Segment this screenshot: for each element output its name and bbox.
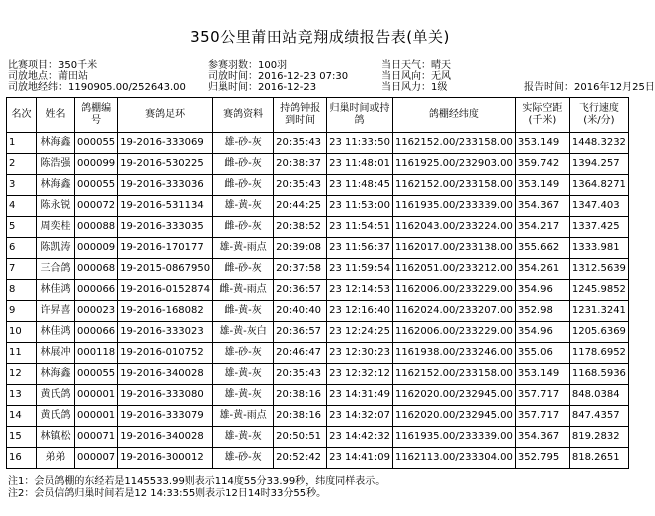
speed-cell: 819.2832 (569, 427, 628, 448)
pigeon-info-cell: 雄-黄-灰白 (213, 322, 274, 343)
clock-time-cell: 20:46:47 (274, 343, 327, 364)
speed-cell: 1394.257 (569, 154, 628, 175)
pigeon-info-cell: 雄-黄-灰 (213, 427, 274, 448)
header-rank: 名次 (7, 98, 37, 133)
name-cell: 陈永锐 (37, 196, 75, 217)
loft-id-cell: 000055 (75, 175, 118, 196)
distance-cell: 353.149 (515, 364, 569, 385)
ring-cell: 19-2016-333023 (118, 322, 213, 343)
distance-cell: 353.149 (515, 133, 569, 154)
distance-cell: 352.98 (515, 301, 569, 322)
return-time-cell: 23 12:16:40 (327, 301, 393, 322)
return-time-cell: 23 11:54:51 (327, 217, 393, 238)
clock-time-cell: 20:40:40 (274, 301, 327, 322)
rank-cell: 12 (7, 364, 37, 385)
rank-cell: 9 (7, 301, 37, 322)
table-row (7, 427, 629, 448)
name-cell: 三合鸽 (37, 259, 75, 280)
return-time-cell: 23 12:32:12 (327, 364, 393, 385)
pigeon-info-cell: 雌-砂-灰 (213, 175, 274, 196)
header-coords: 鸽棚经纬度 (392, 98, 515, 133)
return-time-cell: 23 11:33:50 (327, 133, 393, 154)
coords-cell: 1162152.00/233158.00 (392, 133, 515, 154)
loft-id-cell: 000072 (75, 196, 118, 217)
coords-cell: 1162113.00/233304.00 (392, 448, 515, 469)
distance-cell: 354.367 (515, 427, 569, 448)
pigeon-info-cell: 雄-砂-灰 (213, 133, 274, 154)
name-cell: 林佳鸿 (37, 322, 75, 343)
pigeon-info-cell: 雌-黄-灰 (213, 301, 274, 322)
table-row (7, 301, 629, 322)
loft-id-cell: 000009 (75, 238, 118, 259)
speed-cell: 1245.9852 (569, 280, 628, 301)
table-row (7, 322, 629, 343)
clock-time-cell: 20:38:16 (274, 406, 327, 427)
coords-cell: 1162006.00/233229.00 (392, 280, 515, 301)
return-date: 归巢时间：2016-12-23 (208, 82, 317, 93)
speed-cell: 1364.8271 (569, 175, 628, 196)
speed-cell: 1333.981 (569, 238, 628, 259)
header-speed: 飞行速度(米/分) (569, 98, 628, 133)
ring-cell: 19-2016-168082 (118, 301, 213, 322)
return-time-cell: 23 14:42:32 (327, 427, 393, 448)
ring-cell: 19-2016-333079 (118, 406, 213, 427)
note-2: 注2：会员信鸽归巢时间若是12 14:33:55则表示12日14时33分55秒。 (8, 488, 327, 499)
clock-time-cell: 20:52:42 (274, 448, 327, 469)
distance-cell: 357.717 (515, 385, 569, 406)
ring-cell: 19-2016-333036 (118, 175, 213, 196)
pigeon-info-cell: 雄-黄-灰 (213, 385, 274, 406)
speed-cell: 1168.5936 (569, 364, 628, 385)
clock-time-cell: 20:37:58 (274, 259, 327, 280)
name-cell: 许昇喜 (37, 301, 75, 322)
pigeon-info-cell: 雌-砂-灰 (213, 217, 274, 238)
pigeon-info-cell: 雄-黄-灰 (213, 196, 274, 217)
table-row (7, 154, 629, 175)
pigeon-info-cell: 雄-黄-雨点 (213, 406, 274, 427)
name-cell: 黄氏鸽 (37, 385, 75, 406)
report-date: 报告时间：2016年12月25日 (524, 82, 655, 93)
distance-cell: 355.662 (515, 238, 569, 259)
clock-time-cell: 20:36:57 (274, 280, 327, 301)
clock-time-cell: 20:44:25 (274, 196, 327, 217)
ring-cell: 19-2016-0152874 (118, 280, 213, 301)
ring-cell: 19-2016-300012 (118, 448, 213, 469)
return-time-cell: 23 11:53:00 (327, 196, 393, 217)
pigeon-info-cell: 雄-砂-灰 (213, 343, 274, 364)
clock-time-cell: 20:35:43 (274, 175, 327, 196)
speed-cell: 1347.403 (569, 196, 628, 217)
table-row (7, 385, 629, 406)
speed-cell: 818.2651 (569, 448, 628, 469)
speed-cell: 848.0384 (569, 385, 628, 406)
coords-cell: 1162024.00/233207.00 (392, 301, 515, 322)
clock-time-cell: 20:38:52 (274, 217, 327, 238)
return-time-cell: 23 12:14:53 (327, 280, 393, 301)
name-cell: 林海鑫 (37, 175, 75, 196)
speed-cell: 1178.6952 (569, 343, 628, 364)
ring-cell: 19-2016-333035 (118, 217, 213, 238)
coords-cell: 1161935.00/233339.00 (392, 427, 515, 448)
loft-id-cell: 000071 (75, 427, 118, 448)
ring-cell: 19-2016-340028 (118, 364, 213, 385)
distance-cell: 354.261 (515, 259, 569, 280)
table-row (7, 133, 629, 154)
header-clock-time: 持鸽钟报到时间 (274, 98, 327, 133)
table-row (7, 343, 629, 364)
ring-cell: 19-2016-170177 (118, 238, 213, 259)
coords-cell: 1162152.00/233158.00 (392, 175, 515, 196)
rank-cell: 13 (7, 385, 37, 406)
loft-id-cell: 000068 (75, 259, 118, 280)
return-time-cell: 23 11:59:54 (327, 259, 393, 280)
speed-cell: 1337.425 (569, 217, 628, 238)
name-cell: 陈浩强 (37, 154, 75, 175)
rank-cell: 15 (7, 427, 37, 448)
release-site: 司放地点：莆田站 (8, 71, 88, 82)
coords-cell: 1162051.00/233212.00 (392, 259, 515, 280)
ring-cell: 19-2016-010752 (118, 343, 213, 364)
coords-cell: 1162017.00/233138.00 (392, 238, 515, 259)
clock-time-cell: 20:39:08 (274, 238, 327, 259)
rank-cell: 3 (7, 175, 37, 196)
table-row (7, 448, 629, 469)
ring-cell: 19-2016-531134 (118, 196, 213, 217)
release-time: 司放时间：2016-12-23 07:30 (208, 71, 349, 82)
table-row (7, 217, 629, 238)
header-distance: 实际空距(千米) (515, 98, 569, 133)
rank-cell: 2 (7, 154, 37, 175)
pigeon-info-cell: 雌-砂-灰 (213, 154, 274, 175)
distance-cell: 357.717 (515, 406, 569, 427)
ring-cell: 19-2016-530225 (118, 154, 213, 175)
speed-cell: 1205.6369 (569, 322, 628, 343)
loft-id-cell: 000118 (75, 343, 118, 364)
clock-time-cell: 20:38:37 (274, 154, 327, 175)
return-time-cell: 23 11:48:01 (327, 154, 393, 175)
rank-cell: 5 (7, 217, 37, 238)
header-return-time: 归巢时间或持鸽 (327, 98, 393, 133)
pigeon-info-cell: 雄-黄-雨点 (213, 238, 274, 259)
entries-count: 参赛羽数：100羽 (208, 60, 288, 71)
name-cell: 林展冲 (37, 343, 75, 364)
rank-cell: 16 (7, 448, 37, 469)
coords-cell: 1162020.00/232945.00 (392, 385, 515, 406)
name-cell: 陈凯涛 (37, 238, 75, 259)
rank-cell: 6 (7, 238, 37, 259)
speed-cell: 1231.3241 (569, 301, 628, 322)
coords-cell: 1161925.00/232903.00 (392, 154, 515, 175)
ring-cell: 19-2016-333069 (118, 133, 213, 154)
coords-cell: 1162152.00/233158.00 (392, 364, 515, 385)
table-row (7, 175, 629, 196)
coords-cell: 1161935.00/233339.00 (392, 196, 515, 217)
name-cell: 弟弟 (37, 448, 75, 469)
rank-cell: 8 (7, 280, 37, 301)
loft-id-cell: 000066 (75, 280, 118, 301)
notes (8, 476, 385, 500)
loft-id-cell: 000055 (75, 133, 118, 154)
ring-cell: 19-2016-340028 (118, 427, 213, 448)
distance-cell: 355.06 (515, 343, 569, 364)
clock-time-cell: 20:38:16 (274, 385, 327, 406)
name-cell: 林海鑫 (37, 364, 75, 385)
name-cell: 林海鑫 (37, 133, 75, 154)
distance-cell: 354.217 (515, 217, 569, 238)
coords-cell: 1162043.00/233224.00 (392, 217, 515, 238)
rank-cell: 4 (7, 196, 37, 217)
table-row (7, 196, 629, 217)
release-coords: 司放地经纬：1190905.00/252643.00 (8, 82, 186, 93)
wind-direction: 当日风向：无风 (381, 71, 451, 82)
header-ring: 赛鸽足环 (118, 98, 213, 133)
race-item: 比赛项目：350千米 (8, 60, 98, 71)
report-title: 350公里莆田站竞翔成绩报告表(单关) (190, 28, 450, 46)
loft-id-cell: 000099 (75, 154, 118, 175)
loft-id-cell: 000023 (75, 301, 118, 322)
rank-cell: 11 (7, 343, 37, 364)
weather: 当日天气：晴天 (381, 60, 451, 71)
coords-cell: 1162020.00/232945.00 (392, 406, 515, 427)
rank-cell: 7 (7, 259, 37, 280)
distance-cell: 354.367 (515, 196, 569, 217)
return-time-cell: 23 12:24:25 (327, 322, 393, 343)
pigeon-info-cell: 雌-黄-雨点 (213, 280, 274, 301)
distance-cell: 353.149 (515, 175, 569, 196)
return-time-cell: 23 14:32:07 (327, 406, 393, 427)
return-time-cell: 23 11:56:37 (327, 238, 393, 259)
return-time-cell: 23 14:41:09 (327, 448, 393, 469)
header-name: 姓名 (37, 98, 75, 133)
distance-cell: 359.742 (515, 154, 569, 175)
table-row (7, 259, 629, 280)
loft-id-cell: 000001 (75, 406, 118, 427)
header-loft-id: 鸽棚编号 (75, 98, 118, 133)
return-time-cell: 23 14:31:49 (327, 385, 393, 406)
loft-id-cell: 000088 (75, 217, 118, 238)
coords-cell: 1162006.00/233229.00 (392, 322, 515, 343)
wind-force: 当日风力：1级 (381, 82, 448, 93)
distance-cell: 354.96 (515, 322, 569, 343)
name-cell: 林镇松 (37, 427, 75, 448)
clock-time-cell: 20:35:43 (274, 133, 327, 154)
pigeon-info-cell: 雄-砂-灰 (213, 448, 274, 469)
table-header-row (7, 98, 629, 133)
name-cell: 周奕桂 (37, 217, 75, 238)
table-row (7, 406, 629, 427)
return-time-cell: 23 12:30:23 (327, 343, 393, 364)
pigeon-info-cell: 雄-黄-灰 (213, 364, 274, 385)
coords-cell: 1161938.00/233246.00 (392, 343, 515, 364)
results-table (6, 97, 629, 469)
rank-cell: 10 (7, 322, 37, 343)
rank-cell: 14 (7, 406, 37, 427)
table-row (7, 238, 629, 259)
pigeon-info-cell: 雌-砂-灰 (213, 259, 274, 280)
distance-cell: 354.96 (515, 280, 569, 301)
clock-time-cell: 20:50:51 (274, 427, 327, 448)
table-row (7, 364, 629, 385)
clock-time-cell: 20:36:57 (274, 322, 327, 343)
table-row (7, 280, 629, 301)
name-cell: 黄氏鸽 (37, 406, 75, 427)
ring-cell: 19-2016-333080 (118, 385, 213, 406)
clock-time-cell: 20:35:43 (274, 364, 327, 385)
distance-cell: 352.795 (515, 448, 569, 469)
loft-id-cell: 000007 (75, 448, 118, 469)
return-time-cell: 23 11:48:45 (327, 175, 393, 196)
speed-cell: 1312.5639 (569, 259, 628, 280)
name-cell: 林佳鸿 (37, 280, 75, 301)
speed-cell: 847.4357 (569, 406, 628, 427)
speed-cell: 1448.3232 (569, 133, 628, 154)
header-pigeon-info: 赛鸽资料 (213, 98, 274, 133)
ring-cell: 19-2015-0867950 (118, 259, 213, 280)
loft-id-cell: 000055 (75, 364, 118, 385)
note-1: 注1：会员鸽棚的东经若是1145533.99则表示114度55分33.99秒，纬度同样表示。 (8, 476, 386, 487)
rank-cell: 1 (7, 133, 37, 154)
loft-id-cell: 000001 (75, 385, 118, 406)
loft-id-cell: 000066 (75, 322, 118, 343)
